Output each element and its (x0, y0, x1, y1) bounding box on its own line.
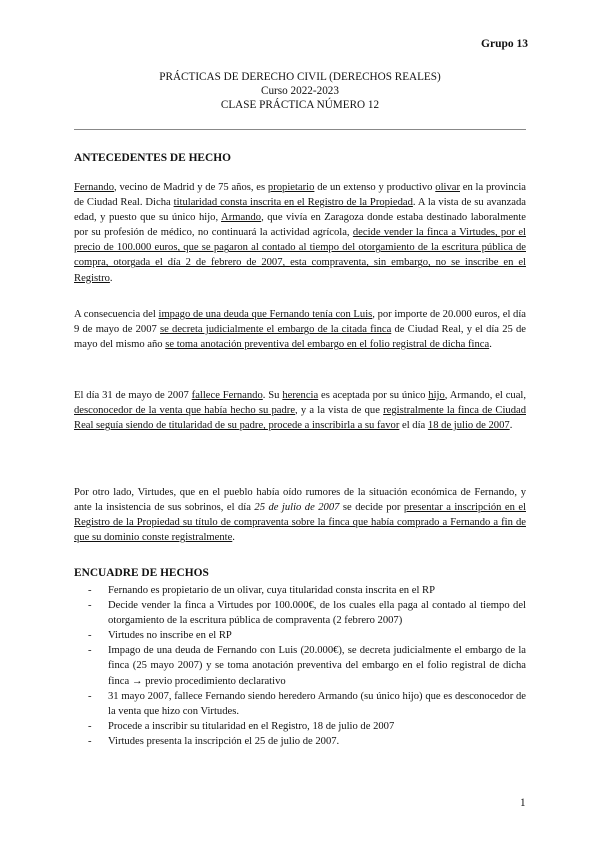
underlined-text: 18 de julio de 2007 (427, 420, 510, 432)
text-run: , vecino de Madrid y de 75 años, es (114, 182, 268, 193)
list-item: - Decide vender la finca a Virtudes por 100.000€, de los cuales ella paga al contado al tiempo del otorgamiento de la escritura pública de compraventa (2 febrero 2007) (88, 600, 526, 627)
text-run: el día (399, 420, 428, 432)
underlined-text: se toma anotación preventiva del embargo en el folio registral de dicha finca (165, 339, 490, 351)
list-item: - Virtudes no inscribe en el RP (74, 628, 526, 643)
text-run: de un extenso y productivo (314, 182, 436, 193)
antecedentes-paragraph-4 (74, 485, 526, 545)
underlined-text: hijo (428, 390, 445, 401)
text-run: Por otro lado, Virtudes, que en el pueblo había oído rumores de la situación económica de Fernando, y ante la insistencia de sus sobrinos, el día (74, 487, 526, 514)
antecedentes-heading: ANTECEDENTES DE HECHO (74, 152, 231, 164)
text-run: . A la vista de su avanzada edad, y puesto que su único hijo, (74, 197, 526, 224)
underlined-text: presentar a inscripción en el Registro de la Propiedad su título de compraventa sobre la finca que había comprado a Fernando a fin de que su dominio conste registralmente (74, 502, 526, 544)
antecedentes-paragraph-1 (74, 180, 526, 286)
text-run: , por importe de 20.000 euros, el día 9 de mayo de 2007 (74, 309, 527, 336)
text-run: . (109, 272, 113, 284)
underlined-text: olivar (435, 182, 460, 193)
encuadre-heading: ENCUADRE DE HECHOS (74, 567, 209, 579)
underlined-text: impago de una deuda que Fernando tenía con Luis (158, 309, 373, 320)
page-number: 1 (520, 797, 526, 809)
underlined-text: titularidad consta inscrita en el Registro de la Propiedad (173, 197, 413, 209)
underlined-text: Fernando (74, 182, 115, 193)
course-year: Curso 2022-2023 (260, 85, 339, 97)
text-run: . Su (262, 390, 283, 401)
text-run: A consecuencia del (74, 309, 159, 320)
text-run: . (509, 420, 513, 432)
underlined-text: se decreta judicialmente el embargo de la citada finca (160, 324, 392, 336)
text-run: es aceptada por su único (318, 390, 429, 401)
antecedentes-paragraph-2 (74, 307, 526, 352)
dash-bullet: - (88, 720, 92, 732)
antecedentes-paragraph-3 (74, 388, 526, 433)
encuadre-list (74, 583, 526, 749)
group-label: Grupo 13 (481, 38, 528, 50)
list-item: - Impago de una deuda de Fernando con Luis (20.000€), se decreta judicialmente el embargo de la finca (25 mayo 2007) y se toma anotación preventiva del embargo en el folio registral de dicha finca → previo procedimiento declarativo (88, 645, 526, 687)
text-run: . (489, 339, 492, 351)
text-run: . (232, 532, 235, 544)
list-item: - Fernando es propietario de un olivar, cuya titularidad consta inscrita en el RP (74, 583, 526, 598)
text-run: El día 31 de mayo de 2007 (74, 390, 192, 401)
text-run: , Armando, el cual, (444, 390, 527, 401)
dash-bullet: - (88, 735, 92, 747)
text-run: , que vivía en Zaragoza donde estaba destinado laboralmente por su profesión de médico, no continuará la actividad agrícola, (74, 212, 526, 239)
dash-bullet: - (88, 690, 92, 702)
underlined-text: fallece Fernando (191, 390, 263, 401)
text-run: , y a la vista de que (295, 405, 384, 417)
underlined-text: registralmente la finca de Ciudad Real seguía siendo de titularidad de su padre, procede a inscribirla a su favor (74, 405, 526, 432)
underlined-text: Armando (221, 212, 262, 224)
class-number: CLASE PRÁCTICA NÚMERO 12 (220, 99, 380, 111)
underlined-text: decide vender la finca a Virtudes, por el precio de 100.000 euros, que se pagaron al contado al tiempo del otorgamiento de la escritura pública de compra, otorgada el día 2 de febrero de 2007, esta compraventa, sin embargo, no se inscribe en el Registro (74, 227, 526, 284)
underlined-text: propietario (267, 182, 315, 193)
italic-text: 25 de julio de 2007 (254, 502, 340, 514)
document-header (74, 70, 526, 112)
dash-bullet: - (88, 585, 92, 596)
dash-bullet: - (88, 600, 92, 612)
text-run: de Ciudad Real, y el día 25 de mayo del mismo año (74, 324, 527, 351)
underlined-text: desconocedor de la venta que había hecho su padre (74, 405, 296, 417)
dash-bullet: - (88, 630, 92, 642)
underlined-text: herencia (282, 390, 319, 401)
list-item: - 31 mayo 2007, fallece Fernando siendo heredero Armando (su único hijo) que es desconocedor de la venta que hizo con Virtudes. (88, 690, 526, 717)
list-item: - Procede a inscribir su titularidad en el Registro, 18 de julio de 2007 (74, 719, 526, 734)
list-item: - Virtudes presenta la inscripción el 25 de julio de 2007. (74, 734, 526, 749)
text-run: se decide por (339, 502, 404, 514)
course-title: PRÁCTICAS DE DERECHO CIVIL (DERECHOS REALES) (159, 71, 441, 83)
dash-bullet: - (88, 645, 92, 657)
text-run: en la provincia de Ciudad Real. Dicha (74, 182, 526, 209)
header-divider (74, 129, 526, 130)
